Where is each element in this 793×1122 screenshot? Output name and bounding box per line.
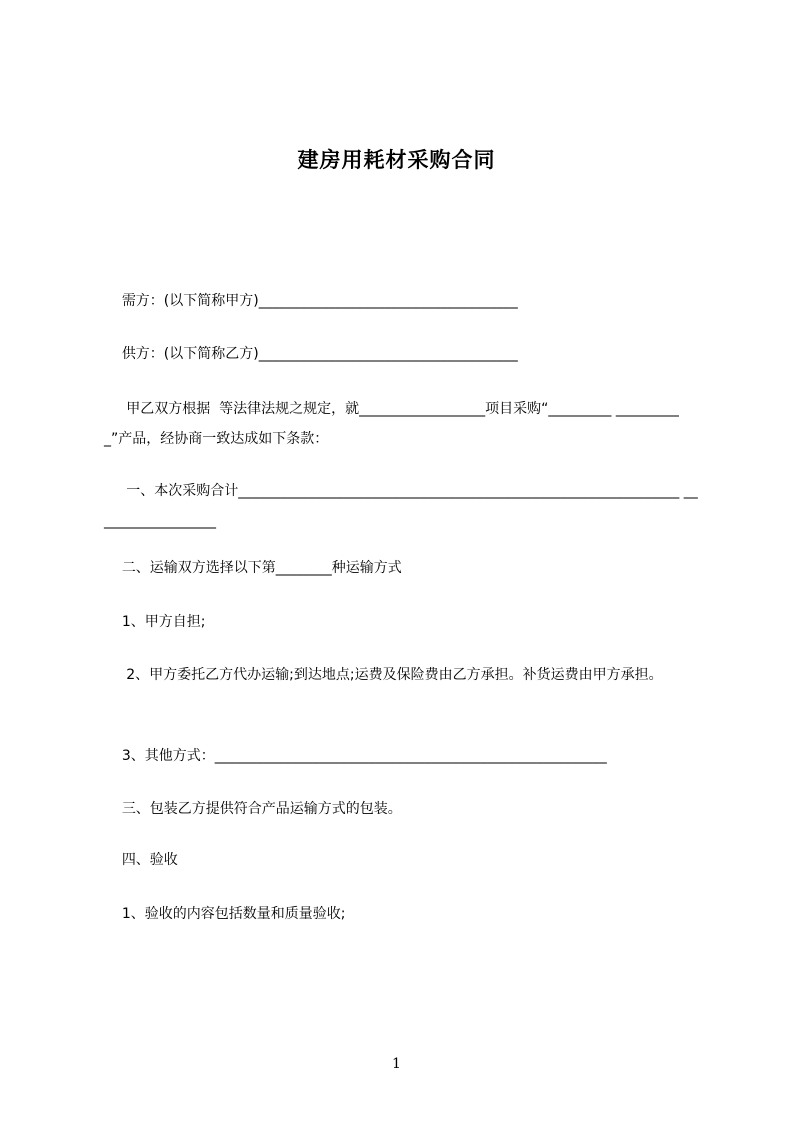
clause-4-acceptance: 四、验收	[104, 852, 178, 868]
page-number: 1	[392, 1056, 401, 1072]
transport-option-2: 2、甲方委托乙方代办运输;到达地点;运费及保险费由乙方承担。补货运费由甲方承担。	[104, 667, 663, 683]
clause-1-total: 一、本次采购合计_______________________________________________________________ __________________	[104, 483, 698, 529]
acceptance-item-1: 1、验收的内容包括数量和质量验收;	[104, 906, 346, 922]
transport-option-1: 1、甲方自担;	[104, 614, 206, 630]
clause-3-packaging: 三、包装乙方提供符合产品运输方式的包装。	[104, 801, 402, 817]
preamble-paragraph: 甲乙双方根据 等法律法规之规定，就__________________项目采购“_________ __________”产品，经协商一致达成如下条款：	[104, 401, 679, 447]
document-title: 建房用耗材采购合同	[297, 148, 496, 172]
supplier-line: 供方：(以下简称乙方)_____________________________________	[104, 346, 518, 362]
buyer-line: 需方：(以下简称甲方)_____________________________________	[104, 293, 518, 309]
clause-2-transport: 二、运输双方选择以下第________种运输方式	[104, 560, 402, 576]
transport-option-3: 3、其他方式：________________________________________________________	[104, 748, 607, 764]
